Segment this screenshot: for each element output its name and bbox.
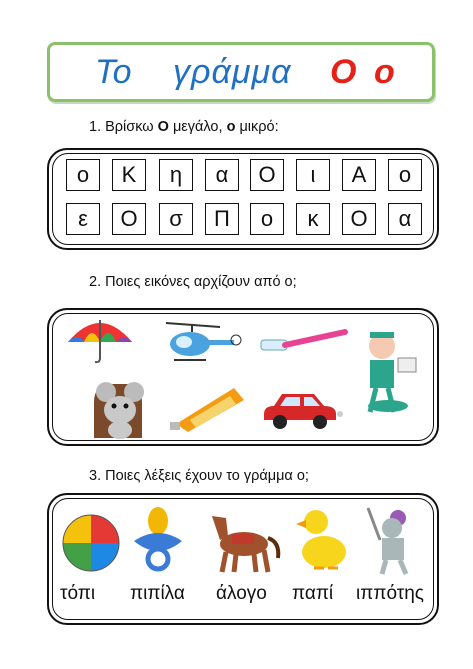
- exercise2-instruction: 2. Ποιες εικόνες αρχίζουν από ο;: [89, 274, 297, 290]
- letter-cell[interactable]: σ: [159, 203, 193, 235]
- letter-cell[interactable]: Ο: [250, 159, 284, 191]
- car-icon: [260, 384, 344, 430]
- exercise1-instruction: 1. Βρίσκω Ο μεγάλο, ο μικρό:: [89, 119, 279, 135]
- knight-icon: [360, 504, 422, 576]
- title-box: [47, 42, 435, 102]
- horse-icon: [204, 506, 284, 576]
- title-word-gramma: γράμμα: [173, 53, 292, 91]
- word-pipila: πιπίλα: [130, 583, 185, 604]
- title-capital-o: Ο: [330, 53, 357, 91]
- doctor-icon: [352, 382, 424, 416]
- letter-cell[interactable]: α: [388, 203, 422, 235]
- pacifier-icon: [130, 505, 186, 575]
- letter-cell[interactable]: ι: [296, 159, 330, 191]
- letter-cell[interactable]: Π: [205, 203, 239, 235]
- exercise3-instruction: 3. Ποιες λέξεις έχουν το γράμμα ο;: [89, 468, 309, 484]
- letter-cell[interactable]: Ο: [112, 203, 146, 235]
- word-papi: παπί: [292, 583, 334, 604]
- letter-cell[interactable]: Κ: [112, 159, 146, 191]
- mouse-icon: [90, 378, 150, 440]
- letter-cell[interactable]: α: [205, 159, 239, 191]
- letter-cell[interactable]: κ: [296, 203, 330, 235]
- title-small-o: ο: [374, 53, 395, 91]
- helicopter-icon: [160, 318, 242, 366]
- letter-cell[interactable]: ε: [66, 203, 100, 235]
- letter-cell[interactable]: ο: [250, 203, 284, 235]
- letter-cell[interactable]: ο: [388, 159, 422, 191]
- duck-icon: [294, 506, 350, 574]
- word-topi: τόπι: [60, 583, 96, 604]
- umbrella-icon: [64, 314, 136, 364]
- letter-cell[interactable]: η: [159, 159, 193, 191]
- letter-grid-frame: [47, 148, 439, 250]
- title-word-to: Το: [95, 53, 132, 91]
- word-ippotis: ιππότης: [356, 583, 424, 604]
- letter-cell[interactable]: Ο: [342, 203, 376, 235]
- letter-cell[interactable]: Α: [342, 159, 376, 191]
- word-alogo: άλογο: [216, 583, 267, 604]
- ball-icon: [60, 512, 122, 574]
- toothbrush-icon: [257, 326, 349, 358]
- toothpaste-icon: [170, 380, 250, 432]
- letter-cell[interactable]: ο: [66, 159, 100, 191]
